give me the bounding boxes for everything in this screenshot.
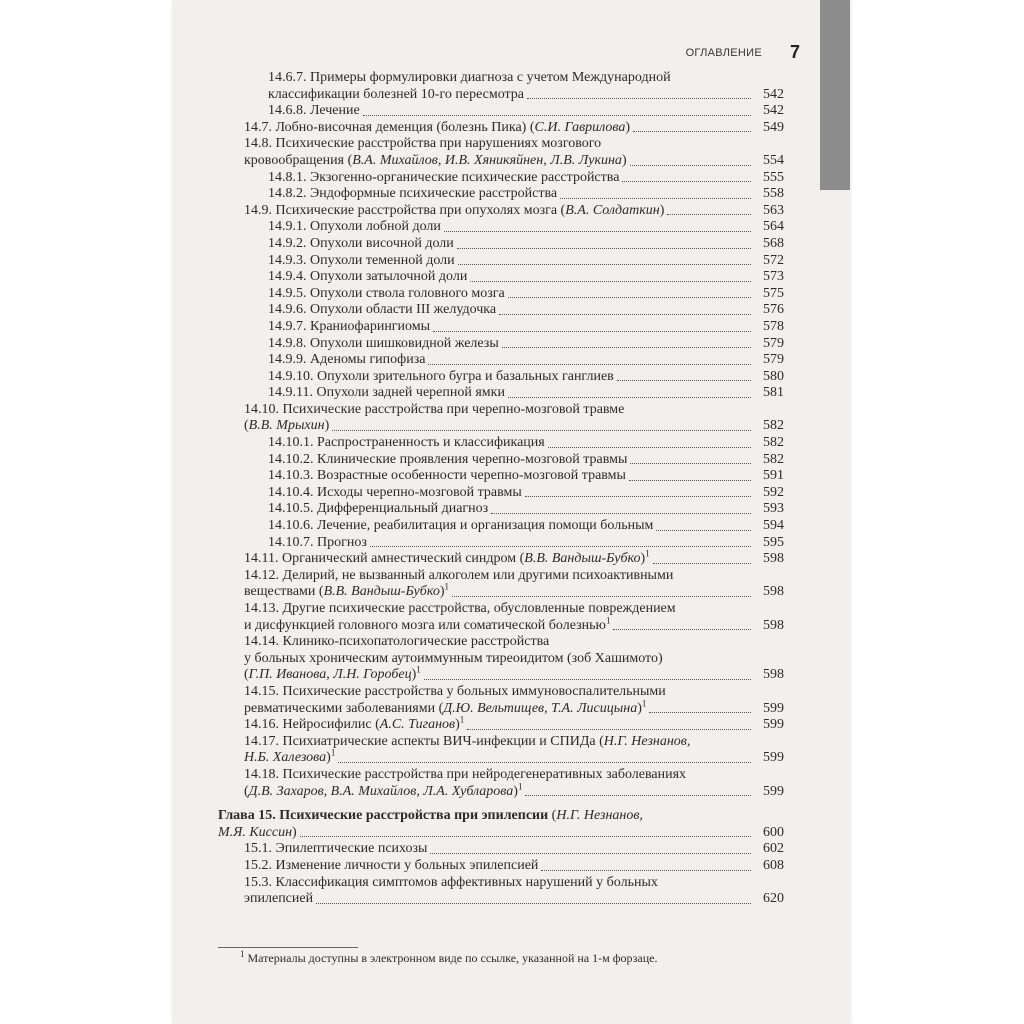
toc-entry-14-8-line1: 14.8. Психические расстройства при нарушениях мозгового: [244, 136, 602, 152]
toc-entry-14-9-2: 14.9.2. Опухоли височной доли 568: [268, 235, 784, 251]
toc-entry-14-8-1: 14.8.1. Экзогенно-органические психические расстройства 555: [268, 169, 784, 185]
toc-entry-14-8: кровообращения (В.А. Михайлов, И.В. Хяникяйнен, Л.В. Лукина) 554: [244, 152, 784, 168]
toc-entry-14-9-9: 14.9.9. Аденомы гипофиза 579: [268, 352, 784, 368]
toc-entry-14-10-3: 14.10.3. Возрастные особенности черепно-мозговой травмы 591: [268, 468, 784, 484]
toc-entry-14-10: (В.В. Мрыхин) 582: [244, 418, 784, 434]
running-header: [640, 44, 800, 66]
toc-entry-14-14: (Г.П. Иванова, Л.Н. Горобец)$^1$ 598: [244, 664, 784, 683]
toc-entry-14-7: 14.7. Лобно-височная деменция (болезнь Пика) (С.И. Гаврилова) 549: [244, 119, 784, 135]
footnote: $^1$ Материалы доступны в электронном виде по ссылке, указанной на 1-м форзаце.: [240, 949, 658, 965]
toc-entry-14-10-2: 14.10.2. Клинические проявления черепно-мозговой травмы 582: [268, 451, 784, 467]
table-of-contents: [218, 70, 784, 908]
toc-entry-14-18: (Д.В. Захаров, В.А. Михайлов, Л.А. Хубларова)$^1$ 599: [244, 780, 784, 799]
toc-entry-14-10-6: 14.10.6. Лечение, реабилитация и организация помощи больным 594: [268, 518, 784, 534]
toc-entry-14-10-5: 14.10.5. Дифференциальный диагноз 593: [268, 501, 784, 517]
toc-entry-14-10-line1: 14.10. Психические расстройства при черепно-мозговой травме: [244, 401, 625, 417]
footnote-rule: [218, 947, 358, 948]
toc-entry-14-13-line1: 14.13. Другие психические расстройства, обусловленные повреждением: [244, 601, 676, 616]
toc-entry-14-9-3: 14.9.3. Опухоли теменной доли 572: [268, 252, 784, 268]
toc-entry-15-2: 15.2. Изменение личности у больных эпилепсией 608: [244, 857, 784, 873]
toc-entry-14-10-4: 14.10.4. Исходы черепно-мозговой травмы 592: [268, 484, 784, 500]
toc-entry-14-9-5: 14.9.5. Опухоли ствола головного мозга 575: [268, 285, 784, 301]
section-label: ОГЛАВЛЕНИЕ: [685, 47, 762, 59]
toc-chapter-15: М.Я. Киссин) 600: [218, 824, 784, 840]
toc-entry-14-9-8: 14.9.8. Опухоли шишковидной железы 579: [268, 335, 784, 351]
toc-entry-15-3: эпилепсией 620: [244, 891, 784, 907]
toc-entry-14-14-line1: 14.14. Клинико-психопатологические расстройства: [244, 634, 550, 650]
toc-entry-14-15: ревматическими заболеваниями (Д.Ю. Вельтищев, Т.А. Лисицына)$^1$ 599: [244, 697, 784, 716]
toc-entry-15-1: 15.1. Эпилептические психозы 602: [244, 841, 784, 857]
toc-entry-14-15-line1: 14.15. Психические расстройства у больных иммуновоспалительными: [244, 683, 666, 699]
toc-entry-14-6-7: классификации болезней 10-го пересмотра 542: [268, 86, 784, 102]
chapter-tab-marker: [820, 0, 850, 190]
toc-entry-14-9-7: 14.9.7. Краниофарингиомы 578: [268, 318, 784, 334]
toc-entry-14-9-4: 14.9.4. Опухоли затылочной доли 573: [268, 269, 784, 285]
toc-entry-14-12-line1: 14.12. Делирий, не вызванный алкоголем или другими психоактивными: [244, 567, 674, 583]
toc-chapter-15-line1: Глава 15. Психические расстройства при эпилепсии (Н.Г. Незнанов,: [218, 808, 643, 824]
toc-entry-14-9-10: 14.9.10. Опухоли зрительного бугра и базальных ганглиев 580: [268, 368, 784, 384]
toc-entry-14-10-1: 14.10.1. Распространенность и классификация 582: [268, 435, 784, 451]
toc-entry-15-3-line1: 15.3. Классификация симптомов аффективных нарушений у больных: [244, 874, 658, 890]
toc-entry-14-11: 14.11. Органический амнестический синдром (В.В. Вандыш-Бубко)$^1$ 598: [244, 548, 784, 567]
toc-entry-14-17: Н.Б. Халезова)$^1$ 599: [244, 747, 784, 766]
toc-entry-14-6-8: 14.6.8. Лечение 542: [268, 103, 784, 119]
toc-entry-14-9-1: 14.9.1. Опухоли лобной доли 564: [268, 219, 784, 235]
toc-entry-14-9-6: 14.9.6. Опухоли области III желудочка 576: [268, 302, 784, 318]
toc-entry-14-18-line1: 14.18. Психические расстройства при нейродегенеративных заболеваниях: [244, 766, 687, 782]
toc-entry-14-12: веществами (В.В. Вандыш-Бубко)$^1$ 598: [244, 581, 784, 600]
toc-entry-14-17-line1: 14.17. Психиатрические аспекты ВИЧ-инфекции и СПИДа (Н.Г. Незнанов,: [244, 733, 691, 749]
toc-entry-14-9: 14.9. Психические расстройства при опухолях мозга (В.А. Солдаткин) 563: [244, 202, 784, 218]
toc-entry-14-9-11: 14.9.11. Опухоли задней черепной ямки 581: [268, 385, 784, 401]
toc-entry-14-13: и дисфункцией головного мозга или соматической болезнью$^1$ 598: [244, 614, 784, 633]
toc-entry-14-16: 14.16. Нейросифилис (А.С. Тиганов)$^1$ 599: [244, 714, 784, 733]
page-number: 7: [789, 42, 800, 62]
toc-entry-14-8-2: 14.8.2. Эндоформные психические расстройства 558: [268, 186, 784, 202]
toc-entry-14-10-7: 14.10.7. Прогноз 595: [268, 534, 784, 550]
toc-entry-14-14-line2: у больных хроническим аутоиммунным тиреоидитом (зоб Хашимото): [244, 650, 663, 666]
toc-entry-14-6-7-line1: 14.6.7. Примеры формулировки диагноза с учетом Международной: [268, 70, 671, 85]
